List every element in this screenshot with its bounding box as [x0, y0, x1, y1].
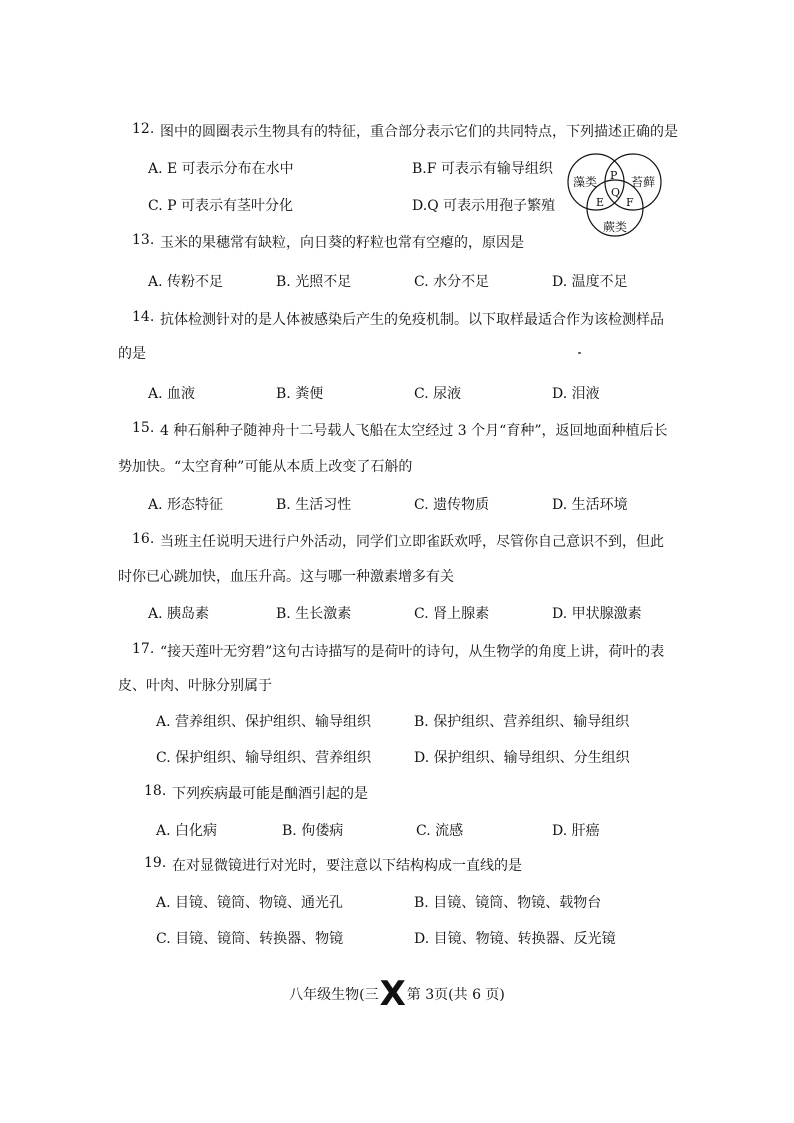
- option-text: 水分不足: [433, 274, 490, 290]
- option-d: [552, 383, 600, 403]
- option-text: Q 可表示用孢子繁殖: [427, 198, 556, 214]
- option-d: [414, 747, 630, 767]
- option-text: 血液: [167, 386, 196, 402]
- option-label: C.: [156, 931, 171, 947]
- option-c: [416, 820, 463, 840]
- question-number: 18.: [144, 783, 167, 799]
- option-text: 目镜、镜筒、物镜、通光孔: [175, 895, 344, 911]
- question-stem-continued: 皮、叶肉、叶脉分别属于: [118, 678, 272, 694]
- option-a: [156, 711, 371, 731]
- option-c: [414, 494, 489, 514]
- page-footer: [0, 974, 794, 1014]
- option-text: 粪便: [295, 386, 324, 402]
- option-a: [148, 603, 209, 623]
- question-stem: 图中的圆圈表示生物具有的特征，重合部分表示它们的共同特点，下列描述正确的是: [160, 124, 678, 140]
- option-label: C.: [414, 274, 429, 290]
- question-number: 15.: [132, 420, 155, 436]
- venn-label-f: F: [626, 196, 634, 209]
- option-d: [552, 271, 628, 291]
- option-text: P 可表示有茎叶分化: [167, 198, 293, 214]
- option-text: 遗传物质: [433, 497, 490, 513]
- option-label: B.: [414, 895, 429, 911]
- option-text: 尿液: [433, 386, 462, 402]
- option-text: 光照不足: [295, 274, 352, 290]
- option-label: D.: [552, 606, 568, 622]
- option-a: [156, 820, 217, 840]
- option-text: 保护组织、输导组织、分生组织: [433, 750, 630, 766]
- venn-label-algae: 藻类: [573, 175, 598, 189]
- option-c: [414, 383, 461, 403]
- option-text: 白化病: [175, 823, 218, 839]
- option-text: 甲状腺激素: [571, 606, 642, 622]
- option-text: 温度不足: [571, 274, 628, 290]
- option-label: D.: [552, 274, 568, 290]
- footer-page-number: 第 3页(共 6 页): [406, 987, 505, 1003]
- option-label: A.: [156, 895, 171, 911]
- option-label: C.: [414, 606, 429, 622]
- option-text: 目镜、物镜、转换器、反光镜: [433, 931, 616, 947]
- question-number: 14.: [132, 309, 155, 325]
- option-d: [412, 195, 555, 215]
- option-label: D.: [414, 750, 430, 766]
- question-stem: 在对显微镜进行对光时，要注意以下结构构成一直线的是: [172, 858, 522, 874]
- option-b: [412, 158, 553, 178]
- option-d: [552, 820, 600, 840]
- option-text: 目镜、镜筒、转换器、物镜: [175, 931, 344, 947]
- question-number: 16.: [132, 531, 155, 547]
- option-label: B.: [282, 823, 297, 839]
- option-label: D.: [412, 198, 428, 214]
- option-b: [282, 820, 343, 840]
- question-number: 12.: [132, 121, 155, 137]
- option-label: B.: [276, 497, 291, 513]
- question-stem-continued: 势加快。“太空育种”可能从本质上改变了石斛的: [118, 459, 413, 475]
- venn-label-p: P: [610, 169, 618, 182]
- question-stem-continued: 时你已心跳加快，血压升高。这与哪一种激素增多有关: [118, 569, 454, 585]
- question-stem: 下列疾病最可能是酗酒引起的是: [172, 786, 368, 802]
- question-stem: 4 种石斛种子随神舟十二号载人飞船在太空经过 3 个月“育种”，返回地面种植后长: [160, 423, 668, 439]
- option-text: 保护组织、输导组织、营养组织: [175, 750, 372, 766]
- question-stem: 抗体检测针对的是人体被感染后产生的免疫机制。以下取样最适合作为该检测样品: [160, 312, 664, 328]
- option-c: [414, 271, 489, 291]
- option-b: [276, 383, 323, 403]
- option-label: D.: [552, 386, 568, 402]
- option-b: [276, 494, 351, 514]
- option-text: 生活习性: [295, 497, 352, 513]
- question-number: 17.: [132, 641, 155, 657]
- option-label: C.: [148, 198, 163, 214]
- option-text: 胰岛素: [167, 606, 210, 622]
- option-a: [148, 271, 223, 291]
- option-label: C.: [416, 823, 431, 839]
- option-label: B.: [276, 606, 291, 622]
- scan-speck: [578, 352, 581, 354]
- option-text: 流感: [435, 823, 464, 839]
- option-text: 传粉不足: [167, 274, 224, 290]
- question-stem-continued: 的是: [118, 346, 146, 362]
- option-label: C.: [414, 497, 429, 513]
- option-text: 营养组织、保护组织、输导组织: [175, 714, 372, 730]
- option-a: [156, 892, 343, 912]
- option-d: [414, 928, 616, 948]
- option-text: 目镜、镜筒、物镜、载物台: [433, 895, 602, 911]
- option-d: [552, 494, 628, 514]
- option-a: [148, 383, 195, 403]
- option-b: [276, 603, 351, 623]
- option-label: A.: [148, 386, 163, 402]
- option-label: A.: [148, 606, 163, 622]
- option-label: B.: [414, 714, 429, 730]
- venn-diagram: [563, 148, 669, 244]
- footer-mark: X: [379, 974, 406, 1014]
- option-text: 肝癌: [571, 823, 600, 839]
- option-a: [148, 158, 294, 178]
- question-stem: 当班主任说明天进行户外活动，同学们立即雀跃欢呼，尽管你自己意识不到，但此: [160, 534, 664, 550]
- option-c: [148, 195, 293, 215]
- venn-label-moss: 苔藓: [631, 175, 656, 189]
- option-b: [414, 892, 601, 912]
- option-text: 肾上腺素: [433, 606, 490, 622]
- option-label: C.: [414, 386, 429, 402]
- option-label: D.: [552, 497, 568, 513]
- option-label: A.: [148, 274, 163, 290]
- option-c: [156, 747, 371, 767]
- option-text: 保护组织、营养组织、输导组织: [433, 714, 630, 730]
- option-label: B.: [276, 274, 291, 290]
- option-label: A.: [156, 714, 171, 730]
- option-label: B.: [276, 386, 291, 402]
- option-label: B.: [412, 161, 427, 177]
- option-a: [148, 494, 223, 514]
- venn-label-q: Q: [611, 186, 621, 199]
- question-number: 19.: [144, 855, 167, 871]
- option-text: 生长激素: [295, 606, 352, 622]
- question-number: 13.: [132, 232, 155, 248]
- option-text: 泪液: [571, 386, 600, 402]
- option-label: C.: [156, 750, 171, 766]
- venn-label-e: E: [596, 196, 605, 209]
- option-d: [552, 603, 642, 623]
- footer-prefix: 八年级生物(三: [289, 987, 379, 1003]
- option-label: A.: [156, 823, 171, 839]
- option-text: E 可表示分布在水中: [167, 161, 294, 177]
- option-c: [414, 603, 489, 623]
- option-text: 生活环境: [571, 497, 628, 513]
- option-b: [414, 711, 629, 731]
- option-b: [276, 271, 351, 291]
- option-c: [156, 928, 343, 948]
- option-label: D.: [414, 931, 430, 947]
- option-text: 形态特征: [167, 497, 224, 513]
- option-text: 佝偻病: [301, 823, 344, 839]
- option-label: A.: [148, 497, 163, 513]
- question-stem: “接天莲叶无穷碧”这句古诗描写的是荷叶的诗句，从生物学的角度上讲，荷叶的表: [160, 644, 665, 660]
- option-label: D.: [552, 823, 568, 839]
- venn-label-fern: 蕨类: [603, 220, 628, 234]
- question-stem: 玉米的果穗常有缺粒，向日葵的籽粒也常有空瘪的，原因是: [160, 235, 524, 251]
- option-label: A.: [148, 161, 163, 177]
- option-text: F 可表示有输导组织: [426, 161, 553, 177]
